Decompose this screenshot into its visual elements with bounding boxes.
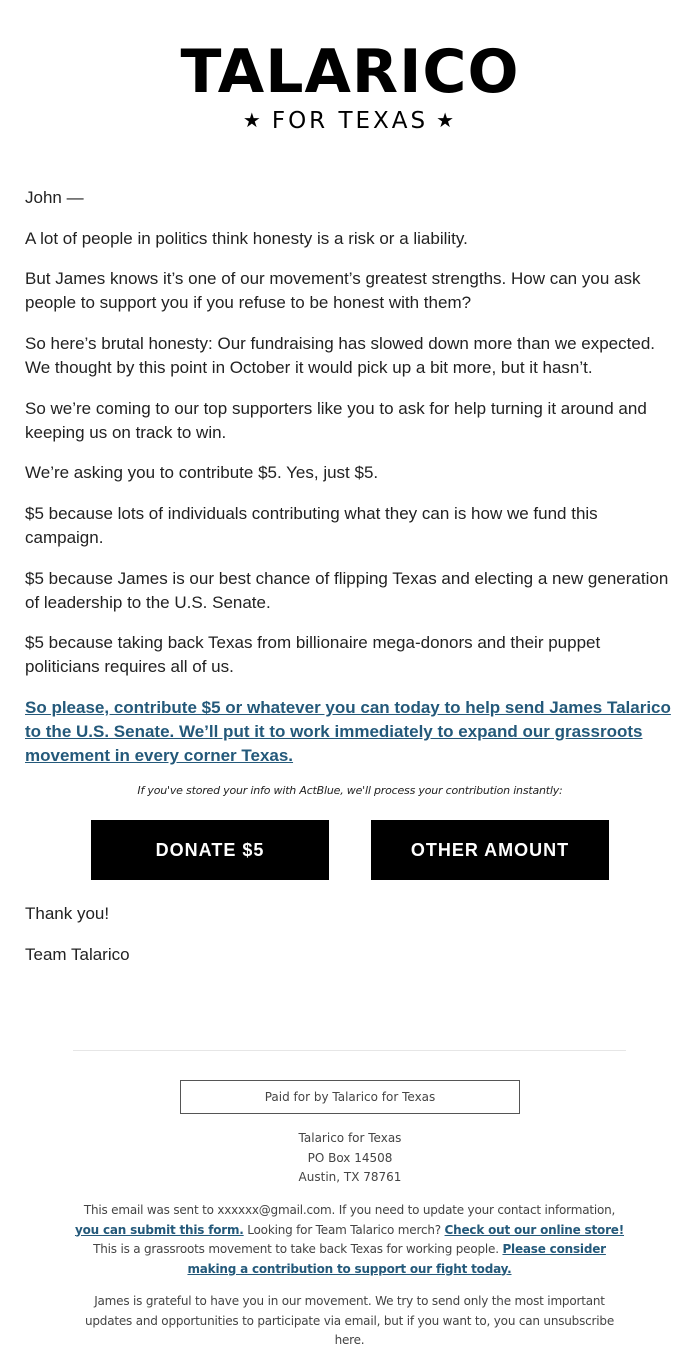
update-contact-form-link[interactable]: you can submit this form. (74, 1222, 244, 1237)
footer-divider (73, 1050, 626, 1051)
paragraph: But James knows it’s one of our movement’s greatest strengths. How can you ask people to support you if you refuse to be honest with them? (25, 269, 641, 312)
paragraph: We’re asking you to contribute $5. Yes, just $5. (25, 463, 379, 482)
paragraph: A lot of people in politics think honesty is a risk or a liability. (25, 229, 468, 248)
contribute-cta-link[interactable]: So please, contribute $5 or whatever you can today to help send James Talarico to the U.S. Senate. We’ll put it to work immediately to expand our grassroots movement in every corner Texas. (25, 698, 671, 765)
signature: Team Talarico (25, 945, 130, 964)
campaign-logo (0, 37, 700, 136)
online-store-link[interactable]: Check out our online store! (444, 1222, 625, 1237)
paragraph: $5 because lots of individuals contributing what they can is how we fund this campaign. (25, 504, 598, 547)
paragraph: $5 because taking back Texas from billionaire mega-donors and their puppet politicians requires all of us. (25, 633, 601, 676)
star-icon: ★ (242, 108, 264, 132)
actblue-note: If you've stored your info with ActBlue, we'll process your contribution instantly: (137, 784, 563, 797)
logo-subtitle: FOR TEXAS (271, 108, 429, 134)
star-icon: ★ (436, 108, 458, 132)
logo-title: TALARICO (180, 37, 520, 107)
paragraph: So we’re coming to our top supporters like you to ask for help turning it around and keeping us on track to win. (25, 399, 647, 442)
address-line: PO Box 14508 (307, 1150, 393, 1165)
greeting: John — (25, 188, 84, 207)
address-line: Talarico for Texas (298, 1131, 402, 1145)
address-line: Austin, TX 78761 (298, 1170, 402, 1184)
paragraph: $5 because James is our best chance of flipping Texas and electing a new generation of leadership to the U.S. Senate. (25, 569, 669, 612)
unsubscribe-text: James is grateful to have you in our movement. We try to send only the most important updates and opportunities to participate via email, but if you want to, you can unsubscribe here. (84, 1294, 615, 1347)
footer-text: This email was sent to xxxxxx@gmail.com. If you need to update your contact information, (83, 1203, 616, 1217)
thanks-text: Thank you! (25, 904, 110, 923)
donate-5-button[interactable]: DONATE $5 (91, 820, 329, 880)
contribute-link[interactable]: Please consider making a contribution to support our fight today. (187, 1242, 606, 1276)
footer-info-text (73, 1201, 626, 1279)
other-amount-button[interactable]: OTHER AMOUNT (371, 820, 609, 880)
mailing-address (0, 1129, 700, 1188)
logo-subtitle-row (0, 106, 700, 136)
footer-text: This is a grassroots movement to take back Texas for working people. (93, 1242, 503, 1256)
footer-text: Looking for Team Talarico merch? (243, 1222, 445, 1237)
paragraph: So here’s brutal honesty: Our fundraising has slowed down more than we expected. We thought by this point in October it would pick up a bit more, but it hasn’t. (25, 334, 655, 377)
paid-for-disclaimer: Paid for by Talarico for Texas (180, 1080, 520, 1114)
